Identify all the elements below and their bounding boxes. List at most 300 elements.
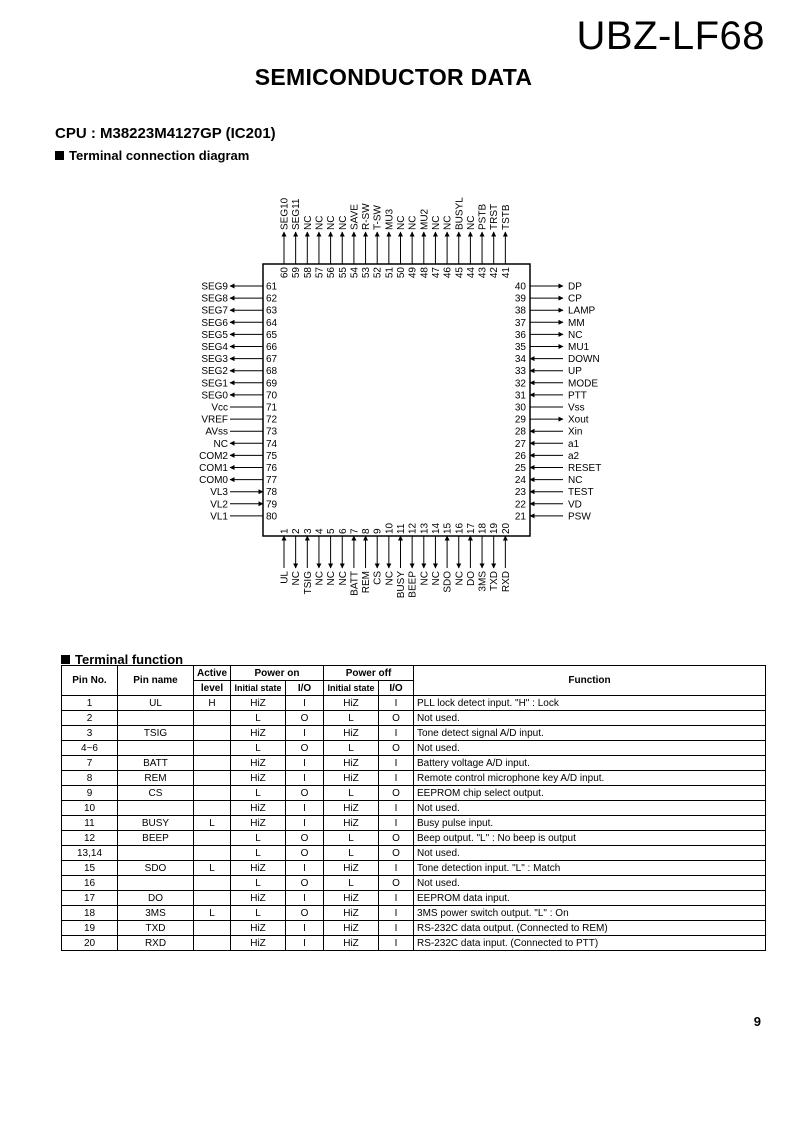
pin-number-label: 25: [514, 463, 526, 474]
cell-level: [194, 741, 231, 756]
pin-number-label: 10: [384, 522, 396, 534]
header-off-io: I/O: [379, 681, 414, 696]
pin-number-label: 69: [266, 378, 278, 390]
pin-name-label: CS: [372, 571, 384, 585]
cell-off-io: I: [379, 801, 414, 816]
cell-off-init: HiZ: [324, 861, 379, 876]
pin-number-label: 19: [489, 522, 501, 534]
pin-name-label: TXD: [489, 571, 501, 591]
cell-off-init: HiZ: [324, 816, 379, 831]
pin-name-label: 3MS: [477, 571, 489, 592]
pin-name-label: SEG0: [201, 390, 228, 402]
cpu-heading: CPU : M38223M4127GP (IC201): [55, 125, 276, 142]
cell-off-io: I: [379, 921, 414, 936]
pin-number-label: 2: [291, 528, 303, 534]
pin-number-label: 29: [514, 414, 526, 426]
cell-on-io: I: [286, 726, 324, 741]
pin-number-label: 9: [372, 528, 384, 534]
cell-name: [118, 846, 194, 861]
cell-name: DO: [118, 891, 194, 906]
pin-number-label: 52: [372, 267, 384, 279]
pin-name-label: NC: [454, 571, 466, 586]
pin-name-label: TEST: [568, 487, 594, 499]
pin-name-label: SEG1: [201, 378, 228, 390]
cell-function: EEPROM data input.: [414, 891, 766, 906]
function-title-text: Terminal function: [75, 652, 184, 667]
pin-name-label: SEG3: [201, 354, 228, 366]
cell-level: L: [194, 906, 231, 921]
pin-number-label: 30: [514, 402, 526, 414]
cell-off-io: O: [379, 741, 414, 756]
pin-number-label: 32: [514, 378, 526, 390]
header-power-on: Power on: [231, 666, 324, 681]
cell-on-init: L: [231, 711, 286, 726]
cell-on-io: I: [286, 801, 324, 816]
pin-number-label: 7: [349, 528, 361, 534]
pin-name-label: MU3: [384, 208, 396, 230]
table-row: [62, 906, 766, 921]
cell-level: [194, 771, 231, 786]
cell-pin: 12: [62, 831, 118, 846]
table-row: [62, 891, 766, 906]
pin-name-label: BUSYL: [454, 197, 466, 230]
cell-pin: 1: [62, 696, 118, 711]
pin-name-label: SEG11: [291, 198, 303, 230]
pin-number-label: 36: [514, 329, 526, 341]
cell-name: REM: [118, 771, 194, 786]
cell-pin: 13,14: [62, 846, 118, 861]
pin-name-label: SEG10: [279, 197, 291, 230]
pin-name-label: Vss: [568, 402, 585, 414]
pin-number-label: 73: [266, 426, 278, 438]
cell-off-init: L: [324, 741, 379, 756]
cell-off-init: L: [324, 711, 379, 726]
cell-function: RS-232C data output. (Connected to REM): [414, 921, 766, 936]
pin-name-label: MM: [568, 317, 585, 329]
pin-number-label: 78: [266, 487, 278, 499]
cell-pin: 15: [62, 861, 118, 876]
pin-number-label: 74: [266, 438, 278, 450]
pin-number-label: 72: [266, 414, 278, 426]
header-power-off: Power off: [324, 666, 414, 681]
pin-name-label: NC: [430, 215, 442, 230]
pin-name-label: NC: [465, 215, 477, 230]
pin-name-label: NC: [326, 571, 338, 586]
pin-name-label: RXD: [500, 571, 512, 593]
cell-pin: 10: [62, 801, 118, 816]
pin-number-label: 37: [514, 317, 526, 329]
cell-on-io: O: [286, 906, 324, 921]
pin-name-label: VREF: [201, 414, 228, 426]
table-row: [62, 846, 766, 861]
cell-on-io: I: [286, 861, 324, 876]
pin-number-label: 17: [465, 522, 477, 534]
cell-level: L: [194, 816, 231, 831]
page-number: 9: [753, 1014, 761, 1029]
pin-name-label: MU2: [419, 208, 431, 230]
cell-on-io: I: [286, 816, 324, 831]
cell-off-io: O: [379, 876, 414, 891]
pin-number-label: 76: [266, 463, 278, 474]
cell-off-io: O: [379, 846, 414, 861]
pin-name-label: TRST: [489, 203, 501, 230]
pin-number-label: 11: [396, 523, 407, 534]
pin-number-label: 34: [514, 354, 526, 366]
cell-off-io: I: [379, 771, 414, 786]
pin-number-label: 3: [302, 528, 314, 534]
cell-function: Not used.: [414, 711, 766, 726]
pin-number-label: 75: [266, 450, 278, 462]
table-row: [62, 711, 766, 726]
pin-name-label: NC: [568, 329, 583, 341]
ic-body: [263, 264, 530, 536]
cell-name: [118, 741, 194, 756]
cell-pin: 18: [62, 906, 118, 921]
cell-pin: 20: [62, 936, 118, 951]
pin-number-label: 77: [266, 475, 278, 487]
pin-number-label: 38: [514, 305, 526, 317]
pin-name-label: AVss: [205, 426, 228, 438]
pin-number-label: 59: [291, 267, 303, 279]
cell-on-init: L: [231, 741, 286, 756]
pin-name-label: NC: [419, 571, 431, 586]
pin-number-label: 65: [266, 329, 278, 341]
cell-off-io: O: [379, 786, 414, 801]
cell-off-init: HiZ: [324, 936, 379, 951]
cell-function: Busy pulse input.: [414, 816, 766, 831]
pin-name-label: NC: [337, 571, 349, 586]
pin-number-label: 14: [430, 522, 442, 534]
pin-name-label: Xin: [568, 426, 583, 438]
pin-name-label: SEG4: [201, 342, 228, 353]
pin-number-label: 31: [514, 390, 526, 402]
header-on-io: I/O: [286, 681, 324, 696]
cell-level: [194, 726, 231, 741]
cell-level: [194, 936, 231, 951]
cell-pin: 3: [62, 726, 118, 741]
pin-name-label: NC: [213, 438, 228, 450]
cell-on-io: O: [286, 741, 324, 756]
table-header-row: [62, 666, 766, 681]
cell-pin: 2: [62, 711, 118, 726]
pin-number-label: 58: [302, 267, 314, 279]
table-row: [62, 801, 766, 816]
model-number: UBZ-LF68: [576, 14, 765, 58]
cell-level: [194, 846, 231, 861]
pin-name-label: NC: [430, 571, 442, 586]
pin-name-label: SDO: [442, 571, 454, 593]
pin-name-label: Vcc: [211, 402, 228, 414]
cell-off-io: I: [379, 906, 414, 921]
pin-number-label: 71: [266, 402, 278, 414]
cell-name: BATT: [118, 756, 194, 771]
cell-function: 3MS power switch output. "L" : On: [414, 906, 766, 921]
header-pin-no: Pin No.: [62, 666, 118, 696]
cell-off-init: L: [324, 831, 379, 846]
pin-name-label: TSTB: [500, 204, 512, 230]
cell-on-io: I: [286, 756, 324, 771]
table-row: [62, 831, 766, 846]
header-level: level: [194, 681, 231, 696]
table-row: [62, 816, 766, 831]
pin-number-label: 28: [514, 426, 526, 438]
header-pin-name: Pin name: [118, 666, 194, 696]
cell-level: H: [194, 696, 231, 711]
cell-pin: 8: [62, 771, 118, 786]
table-row: [62, 696, 766, 711]
pin-name-label: MODE: [568, 378, 598, 390]
pin-number-label: 39: [514, 293, 526, 305]
bullet-square-icon: [61, 655, 70, 664]
terminal-function-table: [61, 665, 766, 951]
pin-number-label: 5: [326, 528, 338, 534]
cell-on-init: HiZ: [231, 861, 286, 876]
cell-on-init: L: [231, 876, 286, 891]
cell-function: Not used.: [414, 876, 766, 891]
table-row: [62, 726, 766, 741]
pin-name-label: VL2: [210, 499, 228, 511]
pin-number-label: 46: [442, 267, 454, 279]
pin-name-label: UP: [568, 366, 582, 378]
cell-function: Not used.: [414, 741, 766, 756]
pin-name-label: RESET: [568, 463, 602, 474]
cell-function: Beep output. "L" : No beep is output: [414, 831, 766, 846]
pin-name-label: DP: [568, 281, 582, 293]
pin-name-label: NC: [302, 215, 314, 230]
cell-function: Tone detect signal A/D input.: [414, 726, 766, 741]
pin-name-label: NC: [337, 215, 349, 230]
cell-name: TXD: [118, 921, 194, 936]
cell-name: [118, 711, 194, 726]
pin-number-label: 6: [337, 528, 349, 534]
pin-number-label: 79: [266, 499, 278, 511]
cell-level: [194, 921, 231, 936]
pin-number-label: 27: [514, 438, 526, 450]
pin-number-label: 26: [514, 450, 526, 462]
pin-name-label: VL3: [210, 487, 228, 499]
cell-level: [194, 891, 231, 906]
cell-name: UL: [118, 696, 194, 711]
pin-number-label: 40: [514, 281, 526, 293]
pin-name-label: SAVE: [349, 204, 361, 230]
pin-name-label: CP: [568, 293, 582, 305]
pin-number-label: 67: [266, 354, 278, 366]
pin-name-label: R-SW: [361, 203, 373, 230]
pin-name-label: SEG6: [201, 317, 228, 329]
pin-name-label: BATT: [349, 571, 361, 596]
cell-on-io: I: [286, 936, 324, 951]
pin-number-label: 51: [384, 267, 396, 279]
cell-off-init: L: [324, 876, 379, 891]
cell-pin: 9: [62, 786, 118, 801]
pin-name-label: SEG8: [201, 293, 228, 305]
pin-name-label: LAMP: [568, 305, 596, 317]
pin-number-label: 33: [514, 366, 526, 378]
pin-number-label: 61: [266, 281, 278, 293]
pin-number-label: 44: [465, 267, 477, 279]
pin-number-label: 18: [477, 522, 489, 534]
pin-number-label: 35: [514, 342, 526, 353]
pin-name-label: PSW: [568, 511, 591, 523]
cell-on-init: HiZ: [231, 726, 286, 741]
cell-function: PLL lock detect input. "H" : Lock: [414, 696, 766, 711]
pin-number-label: 70: [266, 390, 278, 402]
pin-number-label: 42: [489, 267, 501, 279]
pin-number-label: 43: [477, 267, 489, 279]
cell-on-init: HiZ: [231, 801, 286, 816]
cell-on-io: I: [286, 696, 324, 711]
cell-level: [194, 711, 231, 726]
pin-number-label: 16: [454, 522, 466, 534]
pin-name-label: SEG9: [201, 281, 228, 293]
pin-number-label: 41: [500, 267, 512, 279]
pin-name-label: NC: [314, 571, 326, 586]
pin-number-label: 62: [266, 293, 278, 305]
header-function: Function: [414, 666, 766, 696]
table-row: [62, 756, 766, 771]
table-row: [62, 921, 766, 936]
pin-name-label: a2: [568, 450, 580, 462]
cell-name: SDO: [118, 861, 194, 876]
cell-off-io: I: [379, 696, 414, 711]
cell-function: EEPROM chip select output.: [414, 786, 766, 801]
cell-off-io: I: [379, 936, 414, 951]
pin-number-label: 23: [514, 487, 526, 499]
cell-off-io: I: [379, 756, 414, 771]
cell-pin: 7: [62, 756, 118, 771]
pin-name-label: NC: [314, 215, 326, 230]
pin-name-label: NC: [396, 215, 407, 230]
pin-number-label: 57: [314, 267, 326, 279]
cell-on-io: O: [286, 711, 324, 726]
pin-number-label: 49: [407, 267, 419, 279]
pin-name-label: SEG7: [201, 305, 228, 317]
cell-off-io: I: [379, 891, 414, 906]
cell-level: L: [194, 861, 231, 876]
pin-number-label: 63: [266, 305, 278, 317]
pin-number-label: 8: [361, 528, 373, 534]
cell-on-io: I: [286, 891, 324, 906]
pin-name-label: COM0: [199, 475, 228, 487]
cell-name: BEEP: [118, 831, 194, 846]
cell-on-init: HiZ: [231, 756, 286, 771]
pin-number-label: 4: [314, 528, 326, 534]
cell-pin: 17: [62, 891, 118, 906]
cell-off-init: L: [324, 786, 379, 801]
pin-name-label: VD: [568, 499, 582, 511]
cell-on-init: HiZ: [231, 891, 286, 906]
cell-on-io: O: [286, 846, 324, 861]
cell-off-init: HiZ: [324, 696, 379, 711]
cell-off-io: O: [379, 711, 414, 726]
pin-number-label: 50: [396, 267, 407, 279]
pin-number-label: 47: [430, 267, 442, 279]
pin-name-label: T-SW: [372, 205, 384, 230]
pin-name-label: DOWN: [568, 354, 600, 366]
pin-number-label: 15: [442, 522, 454, 534]
pin-number-label: 12: [407, 522, 419, 534]
cell-on-init: HiZ: [231, 696, 286, 711]
pin-name-label: PSTB: [477, 203, 489, 230]
header-off-initial-state: Initial state: [324, 681, 379, 696]
pin-number-label: 54: [349, 267, 361, 279]
diagram-title-text: Terminal connection diagram: [69, 148, 250, 163]
pin-number-label: 13: [419, 522, 431, 534]
pin-number-label: 60: [279, 267, 291, 279]
cell-off-io: I: [379, 816, 414, 831]
pin-number-label: 64: [266, 317, 278, 329]
cell-function: Not used.: [414, 846, 766, 861]
cell-name: BUSY: [118, 816, 194, 831]
cell-on-init: L: [231, 846, 286, 861]
cell-name: RXD: [118, 936, 194, 951]
cell-off-io: I: [379, 726, 414, 741]
cell-function: Not used.: [414, 801, 766, 816]
pin-name-label: DO: [465, 571, 477, 586]
cell-name: TSIG: [118, 726, 194, 741]
pin-name-label: BUSY: [396, 571, 407, 599]
cell-function: RS-232C data input. (Connected to PTT): [414, 936, 766, 951]
pin-name-label: BEEP: [407, 571, 419, 598]
cell-off-init: HiZ: [324, 921, 379, 936]
cell-level: [194, 876, 231, 891]
pin-name-label: NC: [384, 571, 396, 586]
cell-on-init: HiZ: [231, 921, 286, 936]
pin-name-label: MU1: [568, 342, 590, 353]
cell-off-init: HiZ: [324, 771, 379, 786]
cell-on-init: HiZ: [231, 936, 286, 951]
pin-name-label: SEG2: [201, 366, 228, 378]
cell-pin: 16: [62, 876, 118, 891]
table-row: [62, 861, 766, 876]
cell-off-init: HiZ: [324, 756, 379, 771]
table-row: [62, 771, 766, 786]
cell-off-io: O: [379, 831, 414, 846]
pin-number-label: 55: [337, 267, 349, 279]
cell-name: 3MS: [118, 906, 194, 921]
pin-name-label: NC: [442, 215, 454, 230]
cell-on-init: L: [231, 786, 286, 801]
pin-number-label: 53: [361, 267, 373, 279]
cell-name: [118, 801, 194, 816]
cell-off-io: I: [379, 861, 414, 876]
cell-pin: 4~6: [62, 741, 118, 756]
pin-name-label: a1: [568, 438, 580, 450]
table-row: [62, 786, 766, 801]
cell-function: Tone detection input. "L" : Match: [414, 861, 766, 876]
cell-on-init: HiZ: [231, 771, 286, 786]
pin-name-label: NC: [407, 215, 419, 230]
cell-off-init: HiZ: [324, 801, 379, 816]
pin-number-label: 48: [419, 267, 431, 279]
pin-name-label: COM1: [199, 463, 228, 474]
cell-on-io: O: [286, 786, 324, 801]
pin-number-label: 20: [500, 522, 512, 534]
header-active: Active: [194, 666, 231, 681]
pin-number-label: 68: [266, 366, 278, 378]
cell-on-io: I: [286, 921, 324, 936]
pin-name-label: NC: [568, 475, 583, 487]
cell-on-io: O: [286, 831, 324, 846]
pin-name-label: VL1: [210, 511, 228, 523]
pin-name-label: Xout: [568, 414, 589, 426]
cell-pin: 11: [62, 816, 118, 831]
pin-name-label: SEG5: [201, 329, 228, 341]
cell-pin: 19: [62, 921, 118, 936]
pin-number-label: 45: [454, 267, 466, 279]
pin-name-label: TSIG: [302, 571, 314, 595]
pin-name-label: REM: [361, 571, 373, 594]
